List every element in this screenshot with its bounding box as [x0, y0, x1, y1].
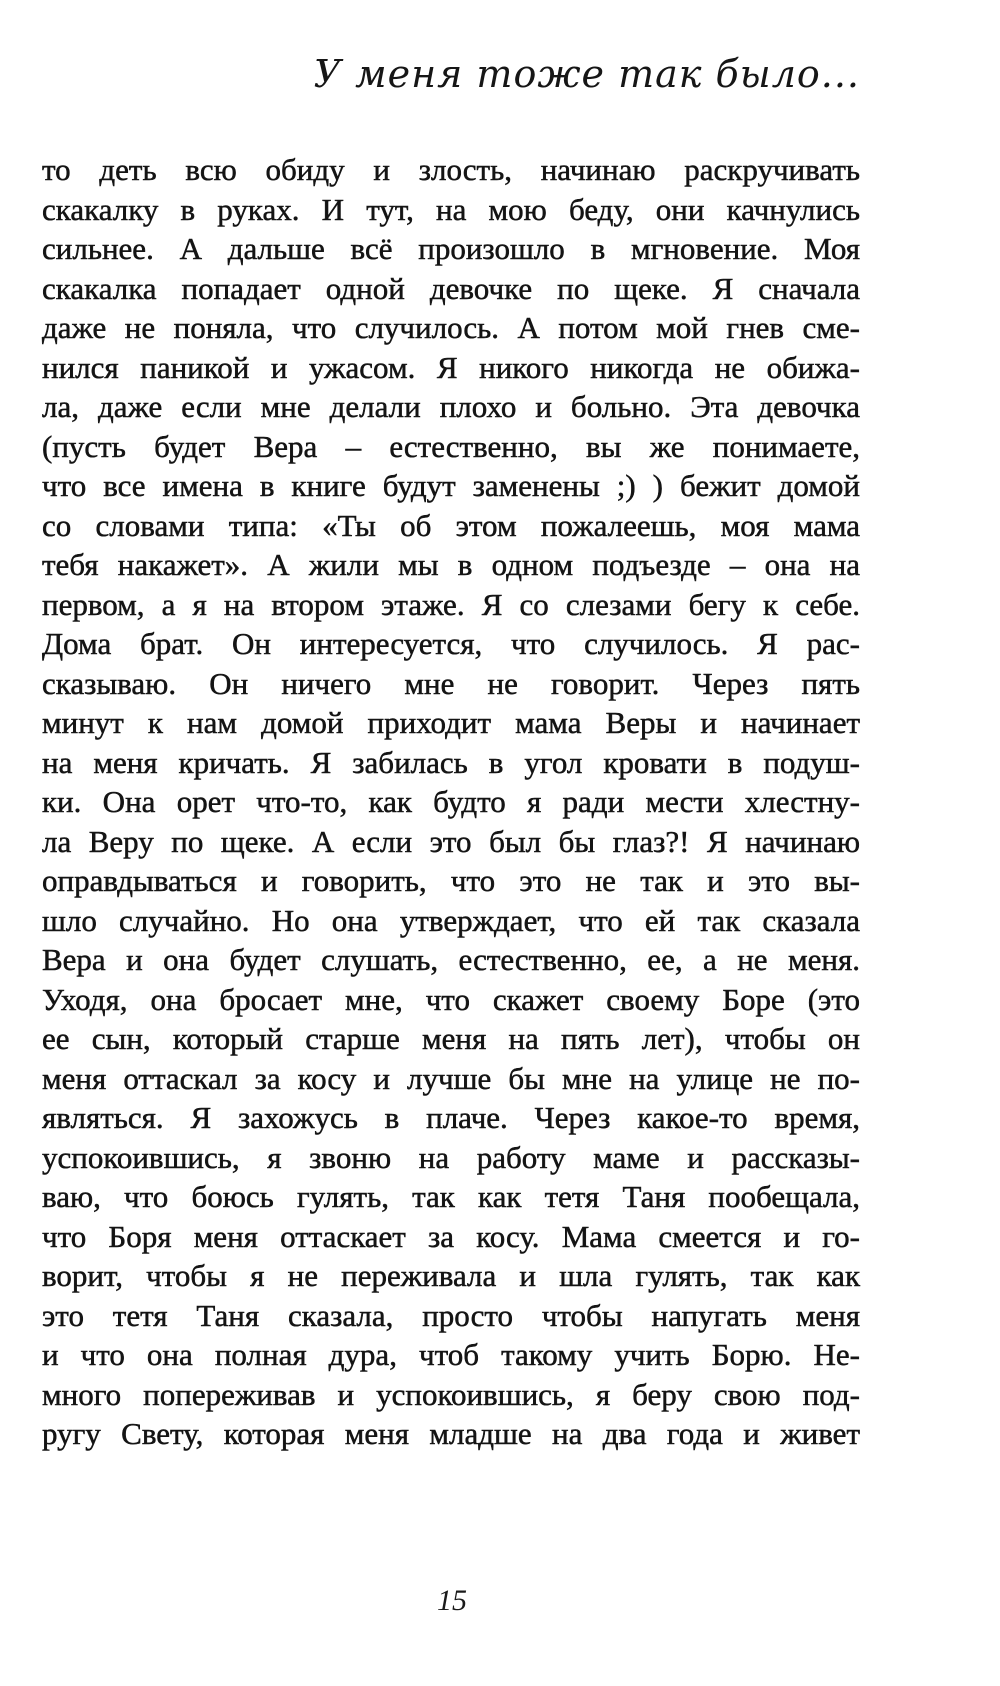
text-line: шло случайно. Но она утверждает, что ей так сказала	[42, 902, 860, 938]
text-line: меня оттаскал за косу и лучше бы мне на улице не по-	[42, 1060, 860, 1096]
text-line: скакалка попадает одной девочке по щеке. Я сначала	[42, 270, 860, 306]
text-line: ваю, что боюсь гулять, так как тетя Таня пообещала,	[42, 1179, 860, 1214]
text-line: тебя накажет». А жили мы в одном подъезде – она на	[42, 547, 860, 582]
body-text	[42, 150, 860, 1454]
text-line: ворит, чтобы я не переживала и шла гулять, так как	[42, 1258, 860, 1293]
text-line: ла Веру по щеке. А если это был бы глаз?! Я начинаю	[42, 823, 860, 859]
text-line: это тетя Таня сказала, просто чтобы напугать меня	[42, 1297, 860, 1333]
text-line: сильнее. А дальше всё произошло в мгновение. Моя	[42, 231, 860, 266]
text-line: ки. Она орет что-то, как будто я ради мести хлестну-	[42, 784, 860, 819]
text-line: даже не поняла, что случилось. А потом мой гнев сме-	[42, 310, 860, 345]
text-line: (пусть будет Вера – естественно, вы же понимаете,	[42, 428, 860, 464]
text-line: Уходя, она бросает мне, что скажет своему Боре (это	[42, 981, 860, 1017]
text-line: ругу Свету, которая меня младше на два года и живет	[42, 1416, 860, 1451]
text-line: и что она полная дура, чтоб такому учить Борю. Не-	[42, 1337, 860, 1372]
text-line: Вера и она будет слушать, естественно, ее, а не меня.	[42, 942, 860, 977]
text-line: ла, даже если мне делали плохо и больно. Эта девочка	[42, 389, 860, 424]
text-line: минут к нам домой приходит мама Веры и начинает	[42, 705, 860, 740]
text-line: Дома брат. Он интересуется, что случилось. Я рас-	[42, 626, 860, 661]
text-line: являться. Я захожусь в плаче. Через какое-то время,	[42, 1100, 860, 1135]
text-line: скакалку в руках. И тут, на мою беду, они качнулись	[42, 191, 860, 227]
text-line: много попереживав и успокоившись, я беру свою под-	[42, 1376, 860, 1412]
text-line: со словами типа: «Ты об этом пожалеешь, моя мама	[42, 507, 860, 543]
text-line: оправдываться и говорить, что это не так и это вы-	[42, 863, 860, 898]
text-line: то деть всю обиду и злость, начинаю раскручивать	[42, 152, 860, 187]
text-line: первом, а я на втором этаже. Я со слезами бегу к себе.	[42, 586, 860, 622]
text-line: что все имена в книге будут заменены ;) ) бежит домой	[42, 468, 860, 503]
text-line: сказываю. Он ничего мне не говорит. Через пять	[42, 665, 860, 701]
page-number: 15	[437, 1584, 467, 1617]
text-line: ее сын, который старше меня на пять лет), чтобы он	[42, 1021, 860, 1056]
text-line: что Боря меня оттаскает за косу. Мама смеется и го-	[42, 1218, 860, 1254]
text-line: нился паникой и ужасом. Я никого никогда не обижа-	[42, 349, 860, 385]
text-line: успокоившись, я звоню на работу маме и рассказы-	[42, 1139, 860, 1175]
running-head: У меня тоже так было...	[313, 52, 860, 96]
text-line: на меня кричать. Я забилась в угол кровати в подуш-	[42, 744, 860, 780]
